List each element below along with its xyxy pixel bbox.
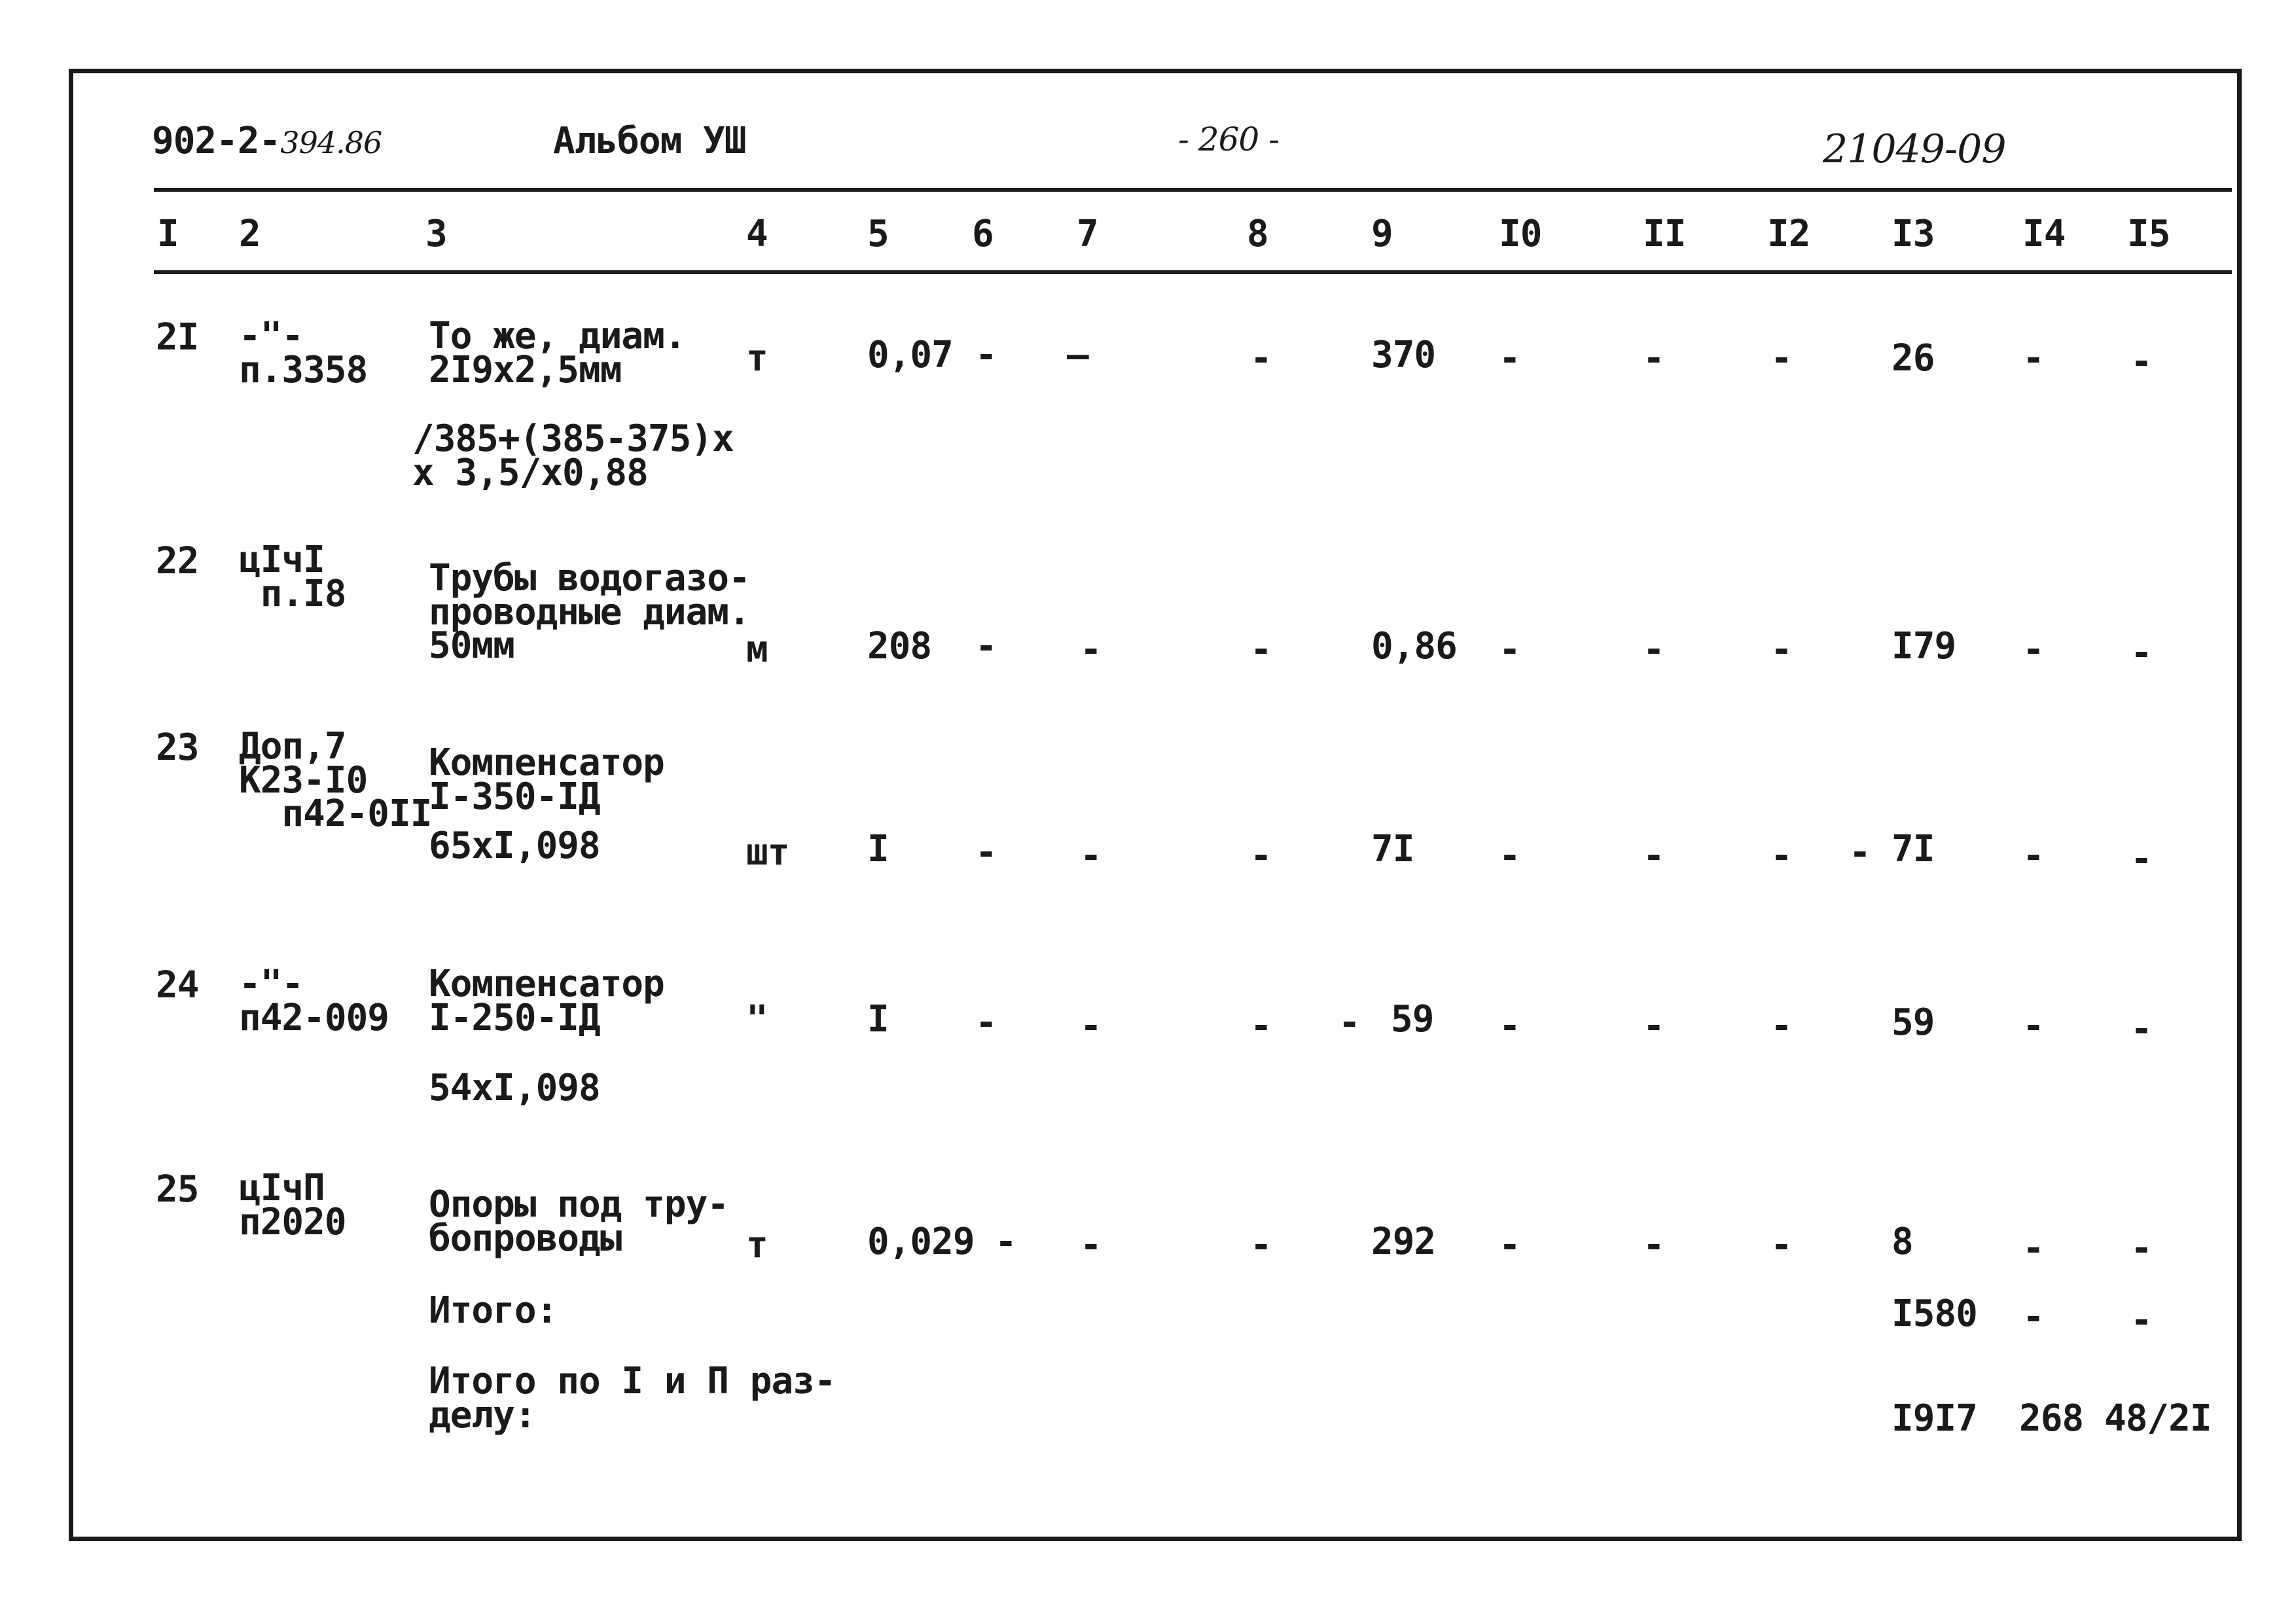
section-totals-label: Итого по I и П раз- делу: <box>429 1360 836 1436</box>
row-unit: м <box>746 628 768 671</box>
cell-col14: - <box>2022 337 2044 380</box>
totals-col13: I580 <box>1892 1293 1977 1335</box>
cell-col5: 0,029 <box>867 1221 975 1263</box>
cell-col8: - <box>1250 1224 1272 1266</box>
cell-col6: - <box>975 831 997 874</box>
cell-col11: - <box>1643 628 1664 671</box>
cell-col15: - <box>2130 1227 2152 1270</box>
column-header: 2 <box>239 213 260 255</box>
column-header: I0 <box>1499 213 1542 255</box>
cell-col5: I <box>867 998 889 1041</box>
row-description: Компенсатор I-250-IД <box>429 963 664 1039</box>
cell-col13: 59 <box>1892 1001 1935 1044</box>
cell-col14: - <box>2022 1227 2044 1270</box>
sheet-code: 21049-09 <box>1823 126 2006 172</box>
cell-col6: - <box>975 334 997 376</box>
row-formula: 54хI,098 <box>429 1067 600 1109</box>
cell-col5: I <box>867 828 889 870</box>
cell-col9: 7I <box>1371 828 1414 870</box>
row-description: Трубы водогазо- проводные диам. 50мм <box>429 557 750 668</box>
row-number: 22 <box>156 540 199 582</box>
column-header: 3 <box>425 213 447 255</box>
cell-col7: - <box>1080 834 1102 877</box>
cell-col7: - <box>1080 1224 1102 1266</box>
cell-col12-extra: - <box>1849 831 1871 874</box>
cell-col6: - <box>975 625 997 668</box>
cell-col10: - <box>1499 628 1520 671</box>
cell-col6: - <box>995 1221 1016 1263</box>
cell-col10: - <box>1499 1005 1520 1047</box>
doc-code-handwritten: 394.86 <box>280 125 382 160</box>
doc-code-printed: 902-2- <box>152 120 281 162</box>
cell-col5: 0,07 <box>867 334 953 376</box>
cell-col12: - <box>1770 1005 1792 1047</box>
row-number: 24 <box>156 964 199 1007</box>
cell-col13: 26 <box>1892 337 1935 380</box>
column-header: 7 <box>1077 213 1098 255</box>
row-number: 25 <box>156 1168 199 1211</box>
page-number: - 260 - <box>1178 120 1280 158</box>
cell-col13: 7I <box>1892 828 1935 870</box>
cell-col8-extra: - <box>1338 1001 1360 1044</box>
cell-col10: - <box>1499 1224 1520 1266</box>
cell-col7: - <box>1080 628 1102 671</box>
column-header: I4 <box>2022 213 2066 255</box>
cell-col15: - <box>2130 632 2152 674</box>
section-totals-col15: 48/2I <box>2104 1397 2212 1440</box>
cell-col9: 0,86 <box>1371 625 1457 668</box>
row-formula: /385+(385-375)х х 3,5/х0,88 <box>412 418 734 494</box>
row-description: Опоры под тру- бопроводы <box>429 1183 729 1260</box>
totals-col15: - <box>2130 1299 2152 1342</box>
cell-col8: - <box>1250 628 1272 671</box>
album-title: Альбом УШ <box>553 120 746 162</box>
column-header: 4 <box>746 213 768 255</box>
row-reference: цIчП п2020 <box>239 1167 346 1243</box>
column-header: 8 <box>1247 213 1268 255</box>
cell-col8: - <box>1250 834 1272 877</box>
column-header: 5 <box>867 213 889 255</box>
cell-col14: - <box>2022 628 2044 671</box>
section-totals-col14: 268 <box>2019 1397 2084 1440</box>
cell-col10: - <box>1499 337 1520 380</box>
cell-col11: - <box>1643 1005 1664 1047</box>
column-header: 9 <box>1371 213 1393 255</box>
cell-col15: - <box>2130 838 2152 880</box>
column-header: I3 <box>1892 213 1935 255</box>
cell-col11: - <box>1643 834 1664 877</box>
cell-col14: - <box>2022 1005 2044 1047</box>
cell-col9: 370 <box>1371 334 1436 376</box>
cell-col6: - <box>975 1001 997 1044</box>
row-description: Компенсатор I-350-IД <box>429 741 664 818</box>
row-reference: -"- п.3358 <box>239 315 368 391</box>
cell-col13: I79 <box>1892 625 1956 668</box>
cell-col12: - <box>1770 834 1792 877</box>
row-number: 2I <box>156 316 199 359</box>
totals-label: Итого: <box>429 1289 558 1332</box>
column-header: I5 <box>2127 213 2170 255</box>
section-totals-col13: I9I7 <box>1892 1397 1977 1440</box>
cell-col15: - <box>2130 340 2152 383</box>
column-header: 6 <box>972 213 994 255</box>
cell-col13: 8 <box>1892 1221 1913 1263</box>
cell-col12: - <box>1770 628 1792 671</box>
header-rule-bottom <box>154 270 2232 274</box>
cell-col12: - <box>1770 337 1792 380</box>
totals-col14: - <box>2022 1296 2044 1338</box>
doc-code <box>152 120 382 162</box>
column-header: I2 <box>1767 213 1810 255</box>
cell-col5: 208 <box>867 625 932 668</box>
row-unit: т <box>746 337 768 380</box>
column-header: II <box>1643 213 1686 255</box>
cell-col9: 59 <box>1391 998 1434 1041</box>
cell-col14: - <box>2022 834 2044 877</box>
cell-col11: - <box>1643 337 1664 380</box>
row-formula: 65хI,098 <box>429 825 600 867</box>
cell-col10: - <box>1499 834 1520 877</box>
cell-col9: 292 <box>1371 1221 1436 1263</box>
cell-col15: - <box>2130 1008 2152 1050</box>
cell-col11: - <box>1643 1224 1664 1266</box>
cell-col8: - <box>1250 1005 1272 1047</box>
row-description: То же, диам. 2I9х2,5мм <box>429 315 686 391</box>
cell-col7: - <box>1080 1005 1102 1047</box>
row-unit: т <box>746 1224 768 1266</box>
row-unit: шт <box>746 831 789 874</box>
row-reference: Доп,7 К23-I0 п42-0II <box>239 725 432 836</box>
cell-col12: - <box>1770 1224 1792 1266</box>
column-header: I <box>157 213 179 255</box>
row-unit: " <box>746 998 768 1041</box>
cell-col7: — <box>1067 334 1088 376</box>
header-rule-top <box>154 188 2232 192</box>
cell-col8: - <box>1250 337 1272 380</box>
row-number: 23 <box>156 726 199 769</box>
row-reference: -"- п42-009 <box>239 963 389 1039</box>
row-reference: цIчI п.I8 <box>239 539 346 615</box>
